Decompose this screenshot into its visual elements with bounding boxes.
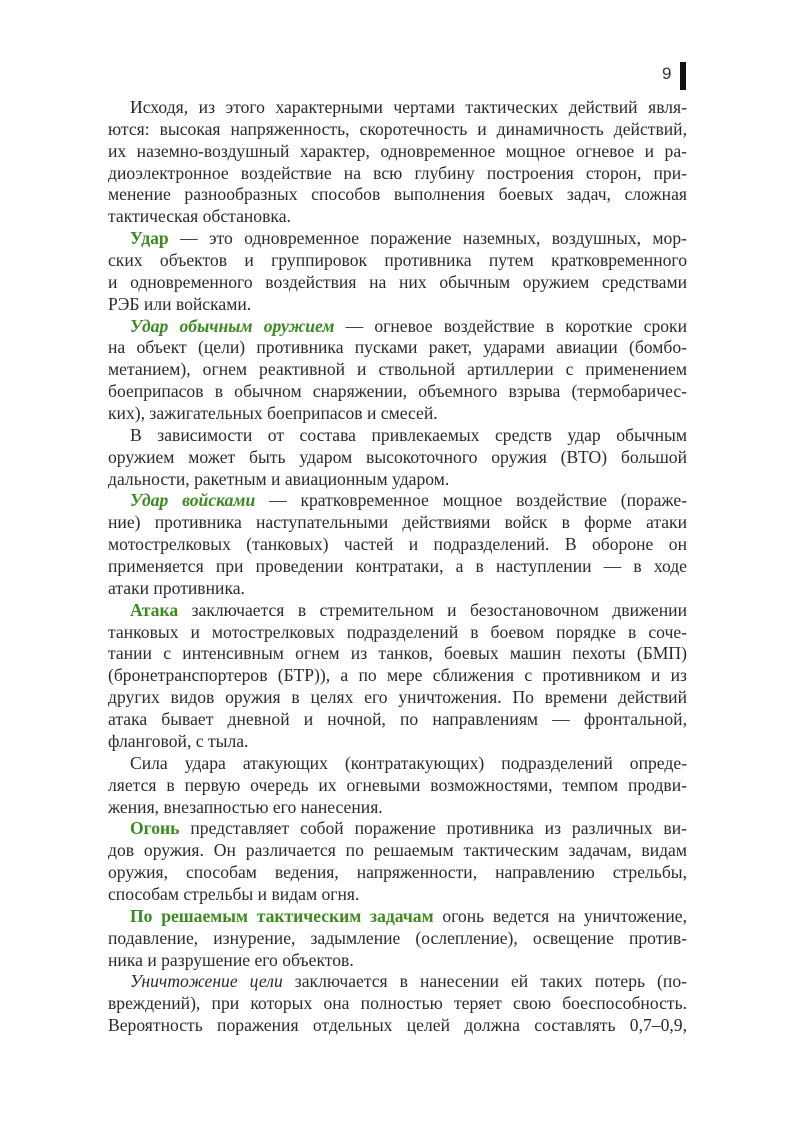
text-line (108, 665, 687, 687)
line-text: способам стрельбы и видам огня. (108, 883, 360, 904)
text-line (108, 534, 687, 556)
line-text: ника и разрушение его объектов. (108, 949, 354, 970)
term-highlight: Огонь (130, 818, 180, 839)
line-text: боеприпасов в обычном снаряжении, объемного взрыва (термобаричес- (108, 381, 687, 402)
line-text: ются: высокая напряженность, скоротечность и динамичность действий, (108, 118, 687, 139)
line-text: фланговой, с тыла. (108, 730, 249, 751)
line-text: дов оружия. Он различается по решаемым тактическим задачам, видам (108, 840, 687, 861)
text-line (108, 469, 687, 491)
text-line (108, 622, 687, 644)
line-text: на объект (цели) противника пусками ракет, ударами авиации (бомбо- (108, 337, 687, 358)
text-line (108, 578, 687, 600)
paragraph (108, 600, 687, 753)
text-line (108, 600, 687, 622)
text-line (108, 425, 687, 447)
line-text: — это одновременное поражение наземных, воздушных, мор- (168, 228, 687, 249)
paragraph (108, 490, 687, 599)
text-line (108, 840, 687, 862)
line-text: жения, внезапностью его нанесения. (108, 796, 383, 817)
term-highlight: Удар обычным оружием (130, 315, 335, 336)
line-text: Исходя, из этого характерными чертами тактических действий явля- (130, 97, 687, 117)
line-text: мотострелковых (танковых) частей и подразделений. В обороне он (108, 534, 687, 555)
line-text: дальности, ракетным и авиационным ударом. (108, 468, 450, 489)
line-text: представляет собой поражение противника из различных ви- (179, 818, 687, 839)
text-line (108, 141, 687, 163)
line-text: ние) противника наступательными действиями войск в форме атаки (108, 512, 687, 533)
page-number: 9 (662, 64, 672, 83)
text-line (108, 381, 687, 403)
text-line (108, 928, 687, 950)
text-line (108, 971, 687, 993)
line-text: огонь ведется на уничтожение, (433, 905, 687, 926)
term-highlight: Атака (130, 599, 179, 620)
text-line (108, 119, 687, 141)
text-line (108, 643, 687, 665)
paragraph (108, 753, 687, 819)
text-line (108, 731, 687, 753)
text-line (108, 316, 687, 338)
text-line (108, 403, 687, 425)
line-text: Вероятность поражения отдельных целей должна составлять 0,7–0,9, (108, 1015, 687, 1036)
line-text: тактическая обстановка. (108, 206, 291, 227)
text-line (108, 687, 687, 709)
text-line (108, 250, 687, 272)
line-text: подавление, изнурение, задымление (ослепление), освещение против- (108, 927, 687, 948)
term-highlight: Удар войсками (130, 490, 256, 511)
text-line (108, 337, 687, 359)
line-text: вреждений), при которых она полностью теряет свою боеспособность. (108, 993, 687, 1014)
paragraph (108, 97, 687, 228)
term-highlight: Удар (130, 228, 169, 249)
text-line (108, 818, 687, 840)
line-text: ляется в первую очередь их огневыми возможностями, темпом продви- (108, 774, 687, 795)
text-line (108, 884, 687, 906)
line-text: — огневое воздействие в короткие сроки (334, 315, 687, 336)
text-line (108, 184, 687, 206)
line-text: их наземно-воздушный характер, одновременное мощное огневое и ра- (108, 140, 687, 161)
line-text: В зависимости от состава привлекаемых средств удар обычным (130, 424, 687, 445)
text-line (108, 993, 687, 1015)
text-line (108, 163, 687, 185)
line-text: оружием может быть ударом высокоточного оружия (ВТО) большой (108, 446, 687, 467)
text-line (108, 490, 687, 512)
line-text: атака бывает дневной и ночной, по направлениям — фронтальной, (108, 709, 687, 730)
line-text: РЭБ или войсками. (108, 293, 252, 314)
line-text: заключается в стремительном и безостановочном движении (178, 599, 687, 620)
text-line (108, 797, 687, 819)
page-number-bar (680, 62, 686, 90)
text-line (108, 753, 687, 775)
text-line (108, 862, 687, 884)
text-line (108, 97, 687, 119)
text-line (108, 906, 687, 928)
line-text: — кратковременное мощное воздействие (пораже- (255, 490, 687, 511)
line-text: менение разнообразных способов выполнения боевых задач, сложная (108, 184, 687, 205)
line-text: ских объектов и группировок противника путем кратковременного (108, 250, 687, 271)
text-line (108, 228, 687, 250)
line-text: заключается в нанесении ей таких потерь (по- (282, 971, 687, 992)
paragraph (108, 971, 687, 1037)
paragraph (108, 228, 687, 315)
line-text: применяется при проведении контратаки, а в наступлении — в ходе (108, 556, 687, 577)
paragraph (108, 425, 687, 491)
text-line (108, 206, 687, 228)
text-line (108, 1015, 687, 1037)
page-body-text (108, 97, 687, 1037)
line-text: оружия, способам ведения, напряженности, направлению стрельбы, (108, 862, 687, 883)
line-text: других видов оружия в целях его уничтожения. По времени действий (108, 687, 687, 708)
text-line (108, 775, 687, 797)
text-line (108, 950, 687, 972)
paragraph (108, 316, 687, 425)
line-text: диоэлектронное воздействие на всю глубину построения сторон, при- (108, 162, 687, 183)
term-highlight: По решаемым тактическим задачам (130, 905, 434, 926)
text-line (108, 294, 687, 316)
line-text: атаки противника. (108, 577, 245, 598)
line-text: (бронетранспортеров (БТР)), а по мере сближения с противником и из (108, 665, 687, 686)
line-text: тании с интенсивным огнем из танков, боевых машин пехоты (БМП) (108, 643, 687, 664)
text-line (108, 512, 687, 534)
text-line (108, 556, 687, 578)
text-line (108, 272, 687, 294)
paragraph (108, 906, 687, 972)
text-line (108, 709, 687, 731)
text-line (108, 359, 687, 381)
line-text: Сила удара атакующих (контратакующих) подразделений опреде- (130, 752, 687, 773)
paragraph (108, 818, 687, 905)
line-text: метанием), огнем реактивной и ствольной артиллерии с применением (108, 359, 687, 380)
line-text: танковых и мотострелковых подразделений в боевом порядке в соче- (108, 621, 687, 642)
text-line (108, 447, 687, 469)
line-text: ких), зажигательных боеприпасов и смесей. (108, 403, 438, 424)
term-highlight: Уничтожение цели (130, 971, 283, 992)
line-text: и одновременного воздействия на них обычным оружием средствами (108, 271, 687, 292)
